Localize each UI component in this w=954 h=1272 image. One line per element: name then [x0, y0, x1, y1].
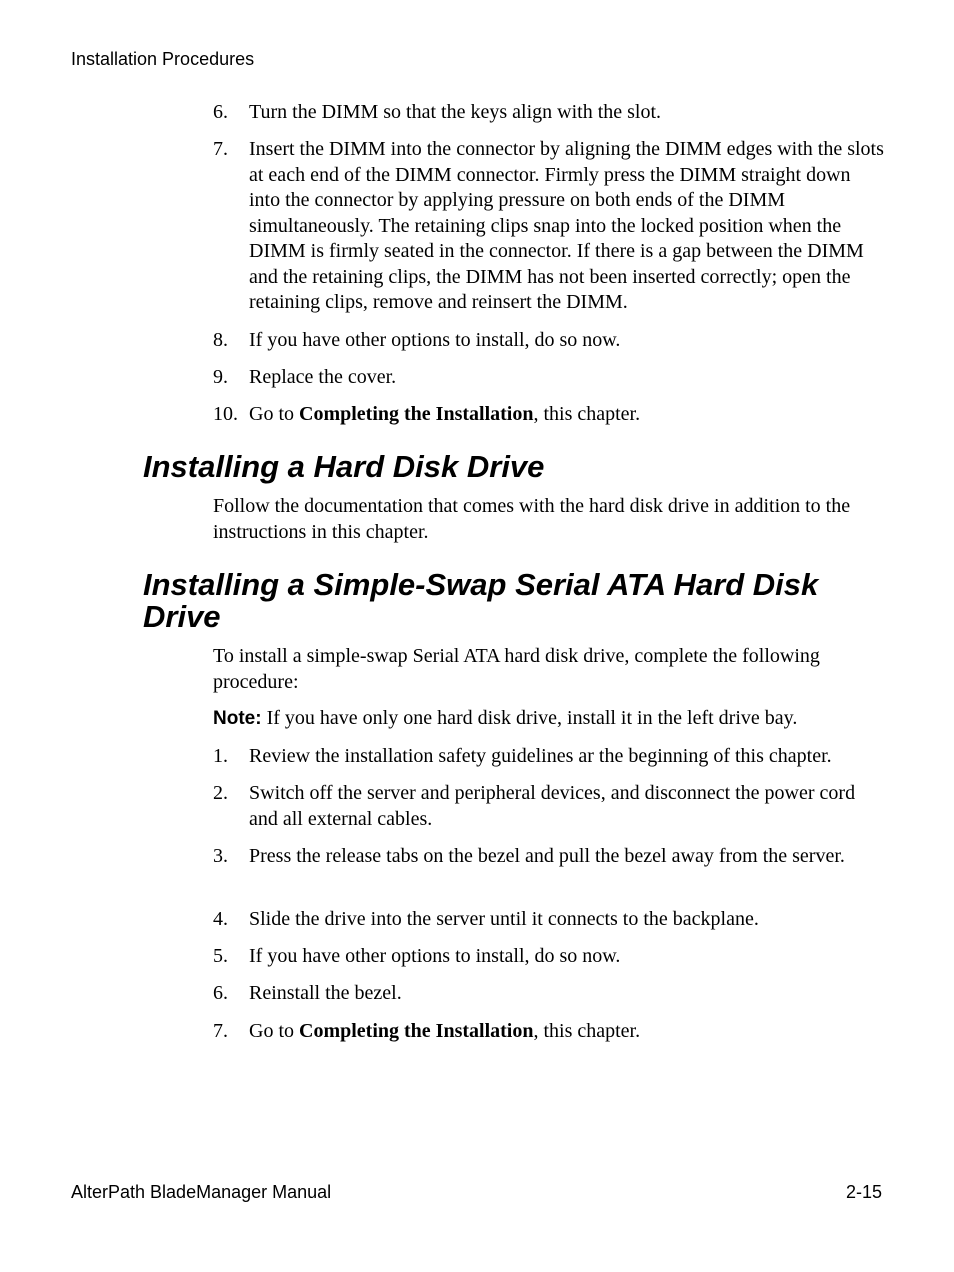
list-text: Review the installation safety guidelines ar the beginning of this chapter.: [249, 745, 832, 767]
list-text: If you have other options to install, do so now.: [249, 329, 621, 351]
list-text: Replace the cover.: [249, 366, 397, 388]
list-text: Turn the DIMM so that the keys align with the slot.: [249, 101, 662, 123]
cross-reference: Completing the Installation: [299, 403, 534, 425]
list-number: 3.: [213, 845, 228, 867]
list-item: [213, 907, 885, 933]
list-number: 5.: [213, 945, 228, 967]
list-number: 9.: [213, 366, 228, 388]
list-number: 2.: [213, 782, 228, 804]
list-number: 10.: [213, 403, 238, 425]
list-text: Slide the drive into the server until it connects to the backplane.: [249, 908, 759, 930]
list-text: [249, 1019, 885, 1045]
list-item: [213, 328, 885, 354]
list-text: Insert the DIMM into the connector by aligning the DIMM edges with the slots at each end of the DIMM connector. Firmly press the DIMM straight down into the connector by applying pressure on both ends of the DIMM simultaneously. The retaining clips snap into the locked position when the DIMM is firmly seated in the connector. If there is a gap between the DIMM and the retaining clips, the DIMM has not been inserted correctly; open the retaining clips, remove and reinsert the DIMM.: [249, 138, 884, 313]
list-text: Reinstall the bezel.: [249, 982, 402, 1004]
list-number: 1.: [213, 745, 228, 767]
list-text: Switch off the server and peripheral devices, and disconnect the power cord and all external cables.: [249, 782, 856, 830]
list-item: [213, 365, 885, 391]
list-item: [213, 402, 885, 428]
list-item: [213, 981, 885, 1007]
cross-reference: Completing the Installation: [299, 1020, 534, 1042]
list-number: 7.: [213, 138, 228, 160]
list-number: 8.: [213, 329, 228, 351]
list-item: [213, 944, 885, 970]
text-run: , this chapter.: [533, 403, 641, 425]
section-heading: Installing a Simple-Swap Serial ATA Hard Disk Drive: [143, 567, 819, 634]
list-item: [213, 137, 885, 316]
list-number: 4.: [213, 908, 228, 930]
list-number: 7.: [213, 1020, 228, 1042]
list-number: 6.: [213, 982, 228, 1004]
text-run: Go to: [249, 403, 299, 425]
note-text: If you have only one hard disk drive, install it in the left drive bay.: [261, 707, 798, 729]
section-intro: To install a simple-swap Serial ATA hard disk drive, complete the following procedure:: [213, 645, 820, 693]
list-number: 6.: [213, 101, 228, 123]
text-run: , this chapter.: [533, 1020, 641, 1042]
footer-page-number: 2-15: [845, 1182, 882, 1202]
list-text: [249, 402, 885, 428]
running-head: Installation Procedures: [71, 49, 255, 69]
footer-manual-title: AlterPath BladeManager Manual: [71, 1182, 332, 1202]
list-item: [213, 100, 885, 126]
list-item: [213, 1019, 885, 1045]
list-item: [213, 744, 885, 770]
section-body: Follow the documentation that comes with the hard disk drive in addition to the instructions in this chapter.: [213, 495, 851, 543]
text-run: Go to: [249, 1020, 299, 1042]
note: [213, 706, 885, 732]
list-text: If you have other options to install, do so now.: [249, 945, 621, 967]
list-item: [213, 844, 885, 870]
list-item: [213, 781, 885, 832]
note-label: Note:: [213, 708, 262, 729]
section-heading: Installing a Hard Disk Drive: [143, 449, 545, 484]
list-text: Press the release tabs on the bezel and pull the bezel away from the server.: [249, 845, 845, 867]
